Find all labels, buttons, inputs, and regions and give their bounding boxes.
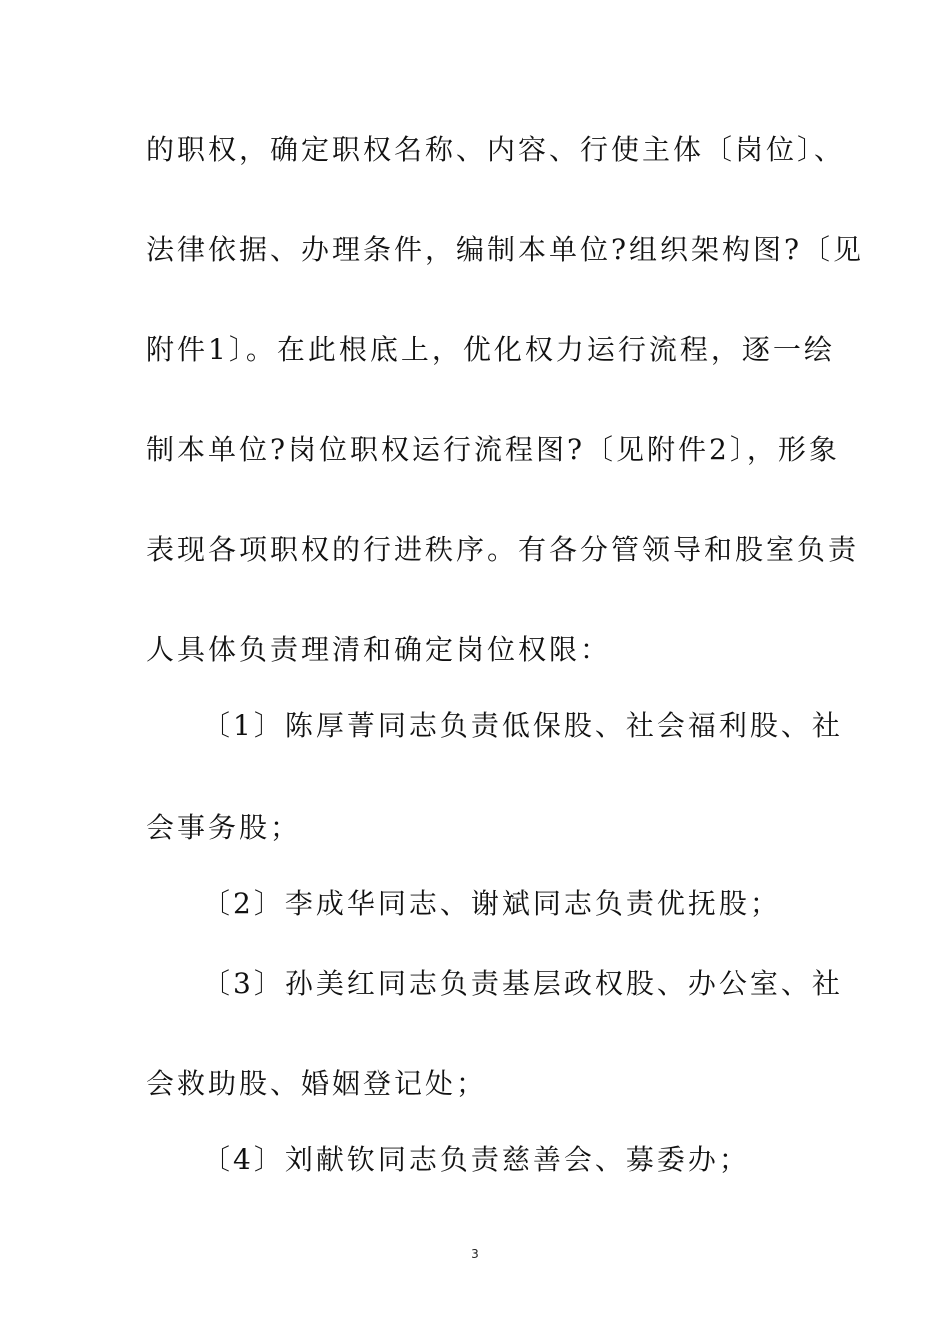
list-item-3-line-2: 会救助股、婚姻登记处； xyxy=(146,1067,488,1100)
list-item-1-line-2: 会事务股； xyxy=(146,811,302,844)
text-line-4: 制本单位?岗位职权运行流程图?〔见附件2〕，形象 xyxy=(146,433,840,466)
list-item-3-line-1: 〔3〕孙美红同志负责基层政权股、办公室、社 xyxy=(202,967,843,1000)
list-item-4: 〔4〕刘献钦同志负责慈善会、募委办； xyxy=(202,1143,750,1176)
page-number: 3 xyxy=(471,1247,479,1261)
list-item-2: 〔2〕李成华同志、谢斌同志负责优抚股； xyxy=(202,887,781,920)
list-item-1-line-1: 〔1〕陈厚菁同志负责低保股、社会福利股、社 xyxy=(202,709,843,742)
text-line-2: 法律依据、办理条件，编制本单位?组织架构图?〔见 xyxy=(146,233,865,266)
text-line-5: 表现各项职权的行进秩序。有各分管领导和股室负责 xyxy=(146,533,860,566)
text-line-1: 的职权，确定职权名称、内容、行使主体〔岗位〕、 xyxy=(146,133,846,166)
text-line-6: 人具体负责理清和确定岗位权限： xyxy=(146,633,612,666)
text-line-3: 附件1〕。在此根底上，优化权力运行流程，逐一绘 xyxy=(146,333,835,366)
